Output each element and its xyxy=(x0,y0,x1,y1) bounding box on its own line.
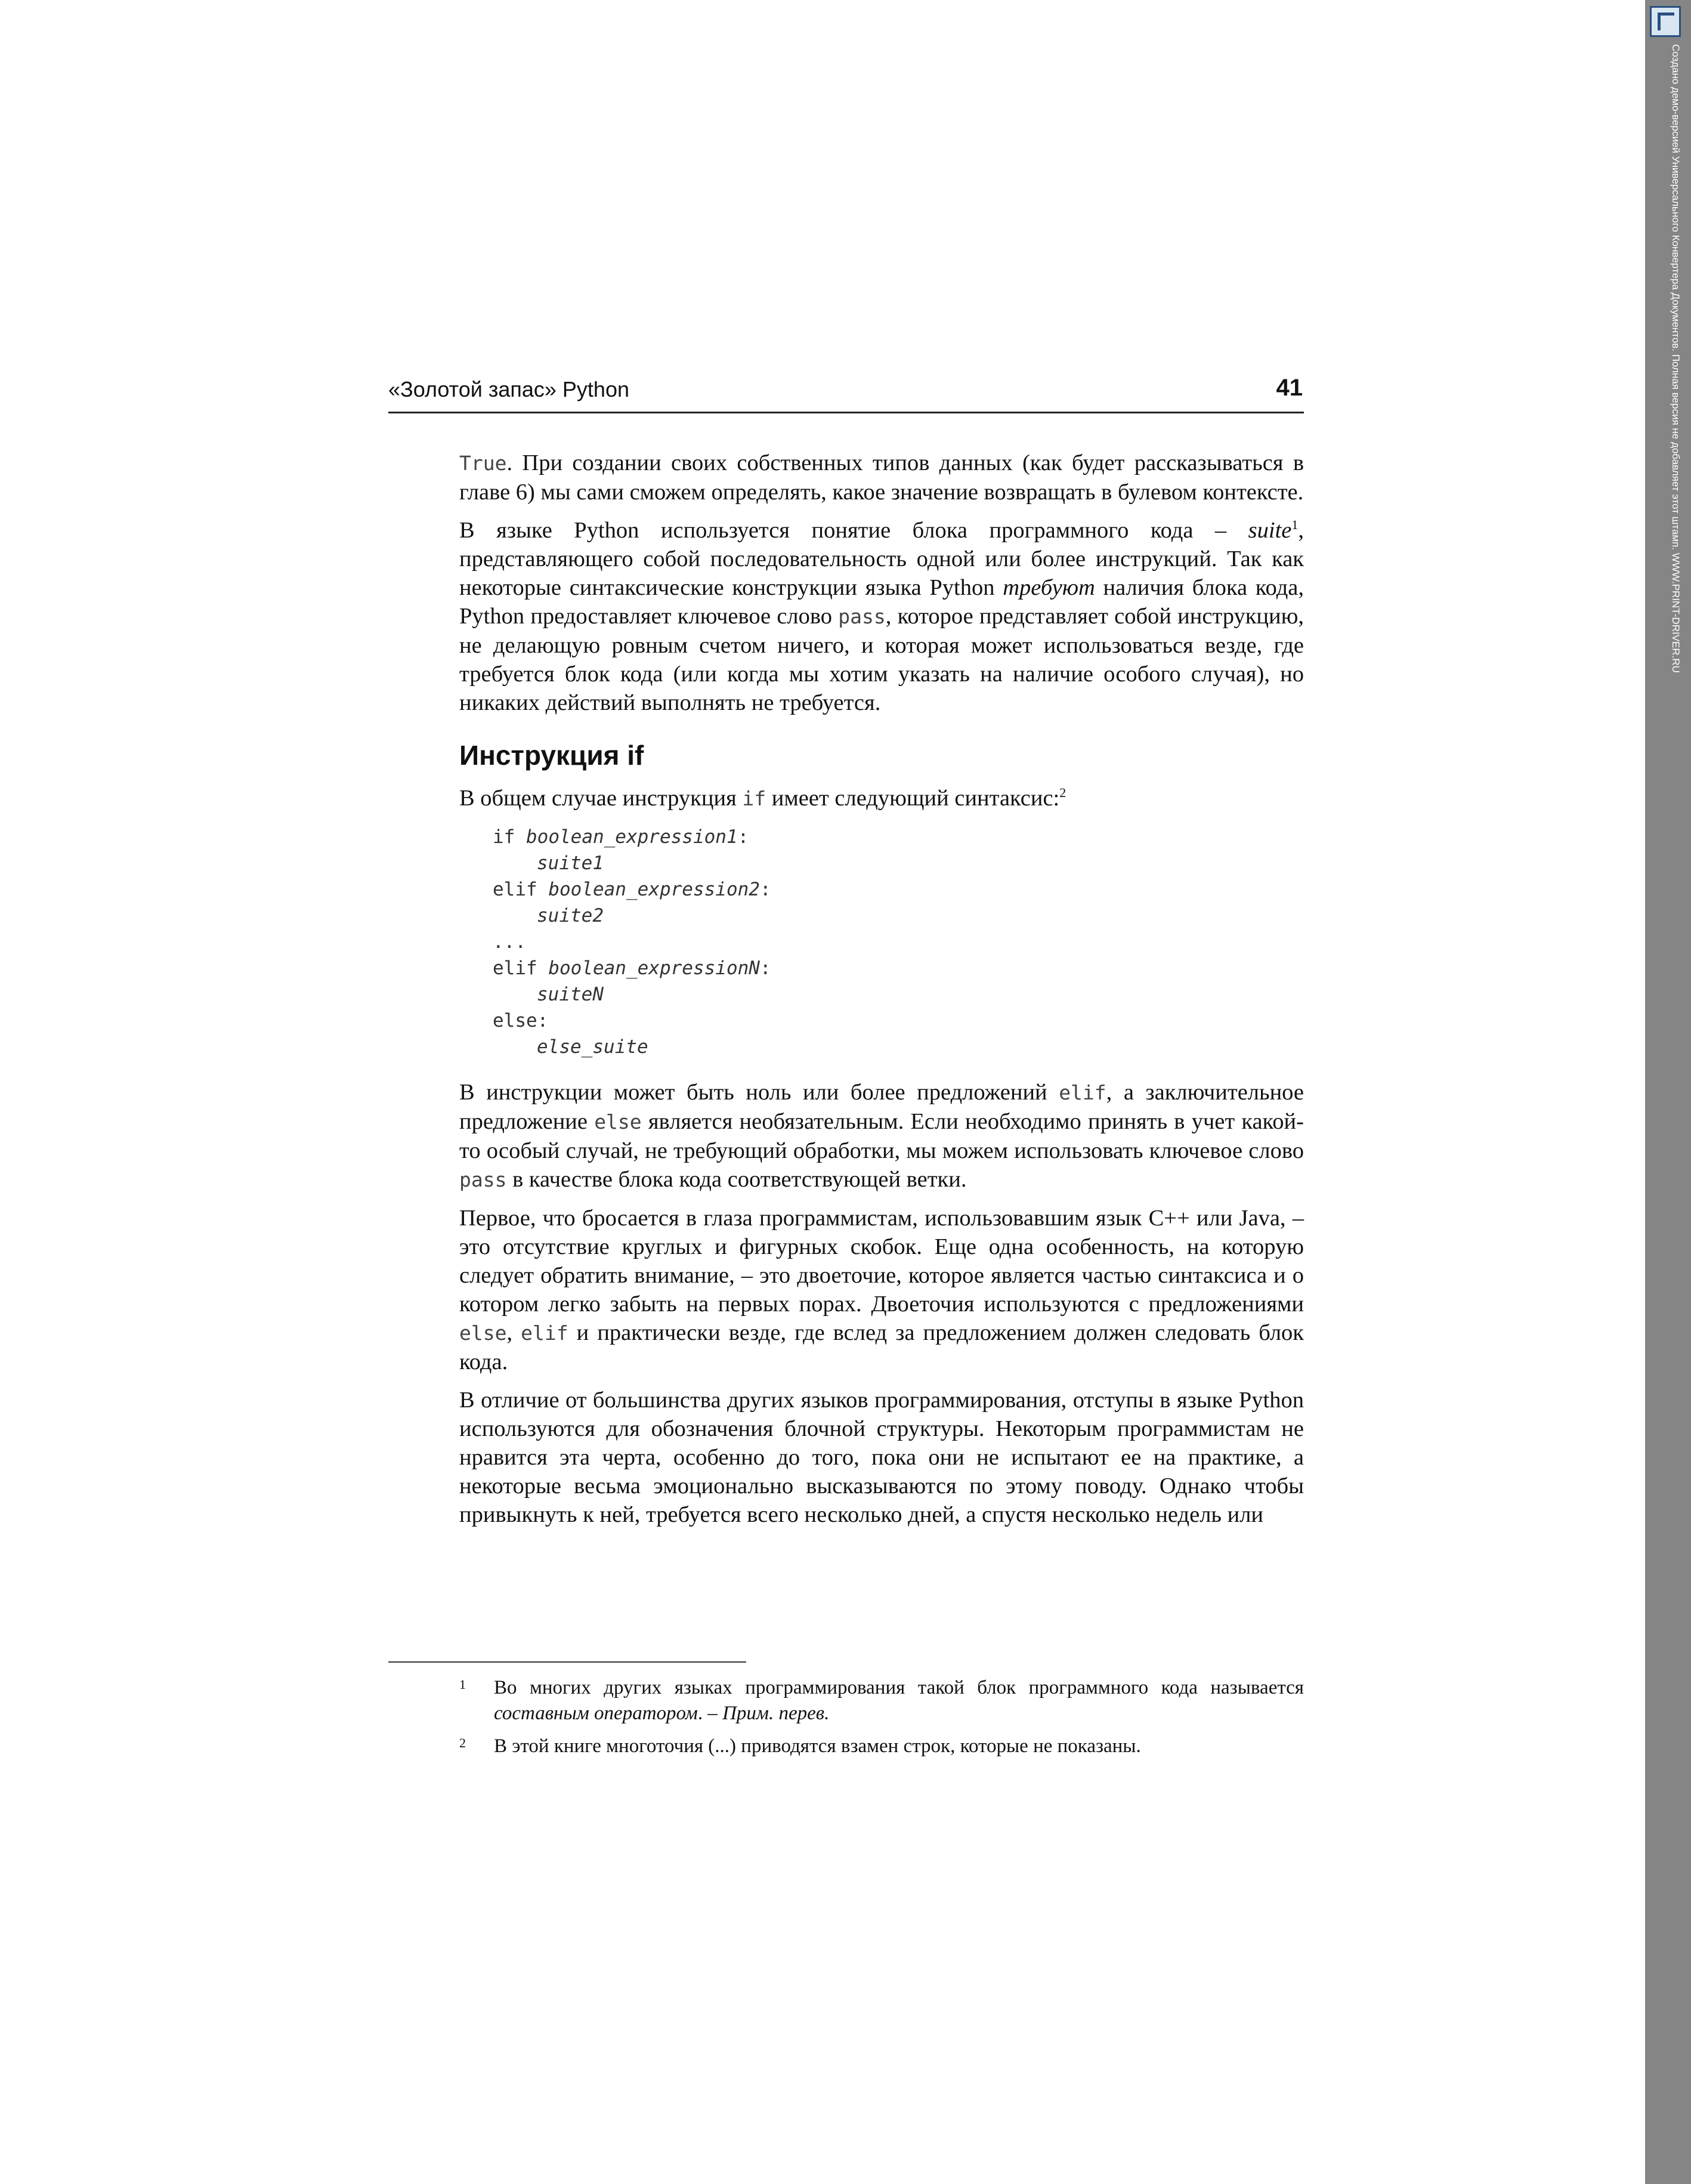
section-heading: Инструкция if xyxy=(459,740,644,771)
code-line xyxy=(493,1034,1304,1060)
paragraph-text: Первое, что бросается в глаза программистам, использовавшим язык C++ или Java, – это отсутствие круглых и фигурных скобок. Еще одна особенность, на которую следует обратить внимание, – это двоеточие, которое является частью синтаксиса и о котором легко забыть на первых порах. Двоеточия используются с предложениями xyxy=(459,1206,1304,1317)
code-keyword: elif xyxy=(493,879,549,900)
code-expression: boolean_expression1 xyxy=(526,826,738,848)
code-suite: suite1 xyxy=(537,852,604,874)
running-header xyxy=(388,375,1304,413)
code-block xyxy=(493,824,1304,1060)
footnote-1 xyxy=(459,1675,1304,1726)
code-punct: : xyxy=(737,826,749,848)
footnote-text: Во многих других языках программирования такой блок программного кода называется xyxy=(494,1677,1304,1698)
paragraph-text: В языке Python используется понятие блока программного кода – xyxy=(459,518,1248,543)
code-expression: boolean_expressionN xyxy=(548,957,760,979)
paragraph-text: . При создании своих собственных типов данных (как будет рассказываться в главе 6) мы сами сможем определять, какое значение возвращать в булевом контексте. xyxy=(459,450,1304,505)
code-suite: suiteN xyxy=(537,984,604,1005)
code-keyword: elif xyxy=(493,957,549,979)
footnote-ref-2: 2 xyxy=(1059,785,1066,801)
page-body xyxy=(459,449,1304,1539)
paragraph-text: , представляющего собой последовательность одной или более инструкций. Так как некоторые синтаксические конструкции языка Python xyxy=(459,518,1304,600)
paragraph-text: наличия блока кода, Python предоставляет ключевое слово xyxy=(459,575,1304,629)
code-line xyxy=(493,824,1304,850)
code-line xyxy=(493,955,1304,981)
code-line xyxy=(493,929,1304,955)
footnote-ref-1: 1 xyxy=(1291,517,1299,533)
paragraph-4 xyxy=(459,1078,1304,1194)
inline-code: if xyxy=(742,787,766,810)
paragraph-text: и практически везде, где вслед за предложением должен следовать блок кода. xyxy=(459,1320,1304,1374)
code-line xyxy=(493,1008,1304,1034)
footnote-number: 1 xyxy=(459,1677,466,1692)
inline-code: True xyxy=(459,452,507,475)
paragraph-1 xyxy=(459,449,1304,506)
code-punct: : xyxy=(759,879,771,900)
paragraph-5 xyxy=(459,1204,1304,1376)
footnote-text: . – xyxy=(697,1703,723,1724)
code-line xyxy=(493,903,1304,929)
code-ellipsis: ... xyxy=(493,931,526,953)
paragraph-text: В общем случае инструкция xyxy=(459,786,743,811)
code-line xyxy=(493,876,1304,903)
running-header-title: «Золотой запас» Python xyxy=(388,377,629,401)
footnote-number: 2 xyxy=(459,1735,466,1750)
watermark-text: Создано демо-версией Универсального Конвертера Документов. Полная версия не добавляет этот штамп. WWW.PRINT-DRIVER.RU xyxy=(1670,44,1681,673)
converter-logo-icon xyxy=(1650,6,1681,37)
paragraph-6: В отличие от большинства других языков программирования, отступы в языке Python используются для обозначения блочной структуры. Некоторым программистам не нравится эта черта, особенно до того, пока они не испытают ее на практике, а некоторые весьма эмоционально высказываются по этому поводу. Однако чтобы привыкнуть к ней, требуется всего несколько дней, а спустя несколько недель или xyxy=(459,1388,1304,1527)
code-keyword: if xyxy=(493,826,526,848)
inline-code: pass xyxy=(459,1168,507,1191)
term-suite: suite xyxy=(1248,518,1292,543)
footnote-2 xyxy=(459,1734,1304,1759)
code-expression: boolean_expression2 xyxy=(548,879,760,900)
paragraph-text: является необязательным. Если необходимо принять в учет какой-то особый случай, не требующий обработки, мы можем использовать ключевое слово xyxy=(459,1109,1304,1163)
translator-note: Прим. перев. xyxy=(722,1703,830,1724)
code-keyword: else: xyxy=(493,1010,549,1031)
code-line xyxy=(493,850,1304,876)
emphasis: требуют xyxy=(1003,575,1095,600)
page-number: 41 xyxy=(1276,375,1303,401)
inline-code: elif xyxy=(1059,1081,1106,1104)
paragraph-text: в качестве блока кода соответствующей ветки. xyxy=(506,1167,967,1192)
inline-code: elif xyxy=(521,1321,568,1345)
code-punct: : xyxy=(759,957,771,979)
footnote-text: В этой книге многоточия (...) приводятся взамен строк, которые не показаны. xyxy=(494,1735,1141,1757)
footnote-divider xyxy=(388,1661,746,1663)
footnotes xyxy=(459,1675,1304,1766)
inline-code: pass xyxy=(838,605,886,628)
code-suite: suite2 xyxy=(537,905,604,926)
paragraph-text: , xyxy=(506,1320,521,1345)
paragraph-text: имеет следующий синтаксис: xyxy=(766,786,1060,811)
paragraph-3 xyxy=(459,784,1304,813)
code-line xyxy=(493,981,1304,1008)
paragraph-text: В инструкции может быть ноль или более предложений xyxy=(459,1080,1059,1105)
footnote-emphasis: составным оператором xyxy=(494,1703,698,1724)
inline-code: else xyxy=(459,1321,507,1345)
inline-code: else xyxy=(594,1110,642,1133)
code-suite: else_suite xyxy=(537,1036,648,1058)
paragraph-text: , которое представляет собой инструкцию, не делающую ровным счетом ничего, и которая может использоваться везде, где требуется блок кода (или когда мы хотим указать на наличие особого случая), но никаких действий выполнять не требуется. xyxy=(459,604,1304,715)
paragraph-text: , а заключительное предложение xyxy=(459,1080,1304,1134)
paragraph-2 xyxy=(459,516,1304,717)
